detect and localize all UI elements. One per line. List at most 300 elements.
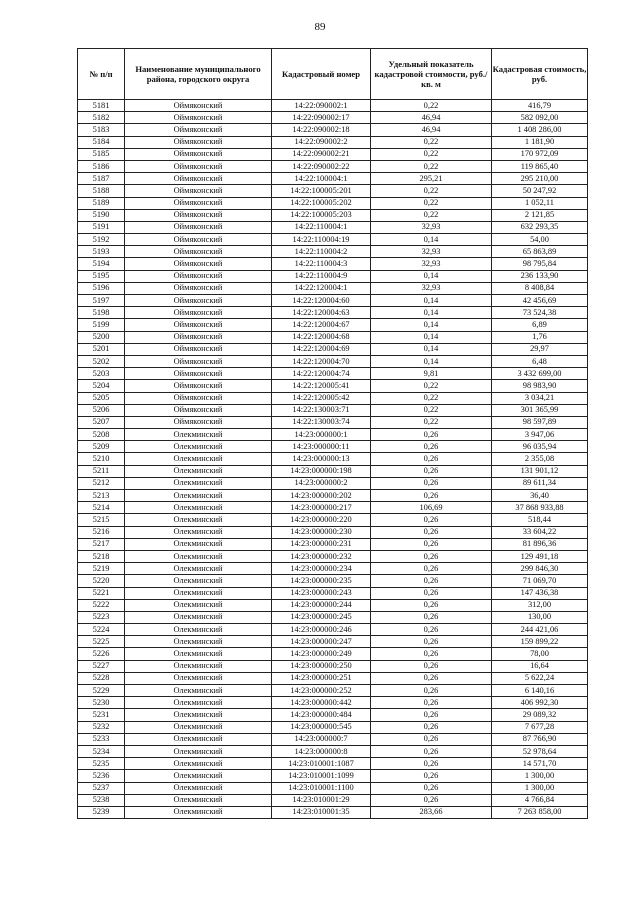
cell-cadastral-value: 78,00: [492, 648, 588, 660]
table-row: [78, 453, 588, 465]
cell-district: Олекминский: [125, 733, 272, 745]
cell-number: 5230: [78, 697, 125, 709]
cell-number: 5203: [78, 368, 125, 380]
table-row: [78, 234, 588, 246]
cell-number: 5231: [78, 709, 125, 721]
cell-specific-value: 0,26: [371, 441, 492, 453]
cell-cadastral-value: 1,76: [492, 331, 588, 343]
cell-specific-value: 0,26: [371, 721, 492, 733]
table-row: [78, 806, 588, 818]
cell-specific-value: 0,22: [371, 380, 492, 392]
cell-district: Оймяконский: [125, 148, 272, 160]
cell-cadastral-number: 14:22:100005:201: [272, 185, 371, 197]
cell-cadastral-number: 14:23:010001:1099: [272, 770, 371, 782]
cell-specific-value: 0,26: [371, 745, 492, 757]
cell-cadastral-number: 14:22:090002:1: [272, 100, 371, 112]
cell-specific-value: 0,26: [371, 709, 492, 721]
table-row: [78, 514, 588, 526]
cell-cadastral-value: 7 263 858,00: [492, 806, 588, 818]
cell-specific-value: 0,26: [371, 697, 492, 709]
table-row: [78, 660, 588, 672]
table-row: [78, 148, 588, 160]
cell-cadastral-number: 14:23:000000:234: [272, 563, 371, 575]
cell-cadastral-number: 14:23:000000:251: [272, 672, 371, 684]
cell-district: Олекминский: [125, 794, 272, 806]
cell-district: Олекминский: [125, 758, 272, 770]
header-cadastral-value: Кадастровая стоимость, руб.: [492, 49, 588, 100]
table-row: [78, 685, 588, 697]
cell-cadastral-value: 147 436,38: [492, 587, 588, 599]
cell-number: 5236: [78, 770, 125, 782]
cell-cadastral-value: 299 846,30: [492, 563, 588, 575]
cell-cadastral-number: 14:22:120004:63: [272, 307, 371, 319]
cell-cadastral-value: 301 365,99: [492, 404, 588, 416]
cell-district: Оймяконский: [125, 331, 272, 343]
cell-cadastral-value: 16,64: [492, 660, 588, 672]
cell-number: 5199: [78, 319, 125, 331]
cell-specific-value: 0,14: [371, 307, 492, 319]
cell-number: 5181: [78, 100, 125, 112]
cell-district: Олекминский: [125, 806, 272, 818]
cell-cadastral-value: 244 421,06: [492, 624, 588, 636]
cell-cadastral-value: 406 992,30: [492, 697, 588, 709]
table-row: [78, 270, 588, 282]
cell-cadastral-number: 14:22:090002:18: [272, 124, 371, 136]
cell-cadastral-value: 119 865,40: [492, 160, 588, 172]
cell-number: 5188: [78, 185, 125, 197]
cell-cadastral-number: 14:22:120004:67: [272, 319, 371, 331]
table-row: [78, 258, 588, 270]
table-row: [78, 563, 588, 575]
cell-district: Олекминский: [125, 563, 272, 575]
cell-cadastral-value: 170 972,09: [492, 148, 588, 160]
cell-specific-value: 0,26: [371, 453, 492, 465]
table-row: [78, 124, 588, 136]
page-number: 89: [314, 21, 326, 33]
cell-number: 5234: [78, 745, 125, 757]
cell-specific-value: 0,26: [371, 782, 492, 794]
cell-number: 5189: [78, 197, 125, 209]
cell-cadastral-value: 29 089,32: [492, 709, 588, 721]
cell-number: 5224: [78, 624, 125, 636]
cell-district: Олекминский: [125, 721, 272, 733]
cell-cadastral-value: 3 034,21: [492, 392, 588, 404]
cell-number: 5214: [78, 502, 125, 514]
cell-cadastral-number: 14:23:010001:1100: [272, 782, 371, 794]
cell-number: 5233: [78, 733, 125, 745]
cell-cadastral-value: 6,48: [492, 355, 588, 367]
cell-district: Олекминский: [125, 490, 272, 502]
cell-cadastral-number: 14:23:000000:217: [272, 502, 371, 514]
cell-number: 5197: [78, 295, 125, 307]
cell-district: Оймяконский: [125, 246, 272, 258]
cell-district: Оймяконский: [125, 221, 272, 233]
cell-cadastral-value: 4 766,84: [492, 794, 588, 806]
cell-specific-value: 0,26: [371, 624, 492, 636]
header-cadastral-number: Кадастровый номер: [272, 49, 371, 100]
cell-cadastral-number: 14:22:090002:2: [272, 136, 371, 148]
cell-district: Оймяконский: [125, 295, 272, 307]
cell-cadastral-number: 14:22:110004:2: [272, 246, 371, 258]
table-row: [78, 295, 588, 307]
cell-cadastral-value: 2 121,85: [492, 209, 588, 221]
cell-district: Олекминский: [125, 648, 272, 660]
table-row: [78, 709, 588, 721]
cell-cadastral-value: 98 597,89: [492, 416, 588, 428]
cell-district: Олекминский: [125, 782, 272, 794]
table-row: [78, 794, 588, 806]
cell-specific-value: 0,22: [371, 416, 492, 428]
cell-cadastral-number: 14:23:000000:13: [272, 453, 371, 465]
cell-cadastral-value: 8 408,84: [492, 282, 588, 294]
cell-district: Олекминский: [125, 538, 272, 550]
table-row: [78, 441, 588, 453]
cell-cadastral-number: 14:23:000000:244: [272, 599, 371, 611]
cell-specific-value: 0,14: [371, 295, 492, 307]
cell-district: Оймяконский: [125, 100, 272, 112]
header-district: Наименование муниципального района, городского округа: [125, 49, 272, 100]
cell-cadastral-number: 14:22:090002:17: [272, 112, 371, 124]
table-row: [78, 538, 588, 550]
table-row: [78, 221, 588, 233]
cell-cadastral-value: 6 140,16: [492, 685, 588, 697]
cell-cadastral-value: 2 355,08: [492, 453, 588, 465]
cell-number: 5202: [78, 355, 125, 367]
cell-specific-value: 0,22: [371, 185, 492, 197]
cell-district: Олекминский: [125, 477, 272, 489]
cell-number: 5218: [78, 550, 125, 562]
cell-cadastral-value: 96 035,94: [492, 441, 588, 453]
cell-cadastral-value: 1 300,00: [492, 770, 588, 782]
cell-cadastral-value: 50 247,92: [492, 185, 588, 197]
cell-district: Олекминский: [125, 697, 272, 709]
table-row: [78, 550, 588, 562]
cell-number: 5239: [78, 806, 125, 818]
cell-district: Олекминский: [125, 660, 272, 672]
cell-number: 5201: [78, 343, 125, 355]
cell-cadastral-value: 1 181,90: [492, 136, 588, 148]
cell-number: 5212: [78, 477, 125, 489]
cell-specific-value: 0,22: [371, 209, 492, 221]
table-row: [78, 185, 588, 197]
cell-number: 5232: [78, 721, 125, 733]
cell-specific-value: 283,66: [371, 806, 492, 818]
table-row: [78, 697, 588, 709]
cell-number: 5228: [78, 672, 125, 684]
cell-number: 5207: [78, 416, 125, 428]
cell-cadastral-number: 14:23:000000:245: [272, 611, 371, 623]
table-row: [78, 465, 588, 477]
cell-number: 5190: [78, 209, 125, 221]
cell-specific-value: 0,26: [371, 538, 492, 550]
cell-number: 5216: [78, 526, 125, 538]
cell-district: Оймяконский: [125, 136, 272, 148]
cell-cadastral-value: 3 947,06: [492, 429, 588, 441]
cell-number: 5208: [78, 429, 125, 441]
cell-district: Олекминский: [125, 465, 272, 477]
cell-cadastral-value: 1 300,00: [492, 782, 588, 794]
cell-cadastral-number: 14:22:120004:69: [272, 343, 371, 355]
cell-cadastral-number: 14:23:000000:220: [272, 514, 371, 526]
cell-district: Оймяконский: [125, 270, 272, 282]
cell-number: 5215: [78, 514, 125, 526]
cell-cadastral-number: 14:23:010001:35: [272, 806, 371, 818]
cell-cadastral-value: 236 133,90: [492, 270, 588, 282]
cell-district: Олекминский: [125, 770, 272, 782]
cell-specific-value: 46,94: [371, 112, 492, 124]
cell-cadastral-value: 89 611,34: [492, 477, 588, 489]
cell-district: Оймяконский: [125, 368, 272, 380]
table-row: [78, 770, 588, 782]
table-row: [78, 490, 588, 502]
cell-specific-value: 32,93: [371, 221, 492, 233]
cell-specific-value: 0,26: [371, 563, 492, 575]
cell-cadastral-number: 14:23:000000:198: [272, 465, 371, 477]
cell-number: 5182: [78, 112, 125, 124]
cell-cadastral-number: 14:23:000000:2: [272, 477, 371, 489]
cell-cadastral-value: 129 491,18: [492, 550, 588, 562]
cell-cadastral-value: 29,97: [492, 343, 588, 355]
cell-district: Оймяконский: [125, 234, 272, 246]
table-row: [78, 173, 588, 185]
cell-specific-value: 0,26: [371, 587, 492, 599]
cell-number: 5185: [78, 148, 125, 160]
cell-specific-value: 0,22: [371, 197, 492, 209]
cell-cadastral-value: 42 456,69: [492, 295, 588, 307]
cell-number: 5235: [78, 758, 125, 770]
table-row: [78, 160, 588, 172]
cell-cadastral-value: 98 983,90: [492, 380, 588, 392]
cell-specific-value: 0,26: [371, 672, 492, 684]
cell-cadastral-value: 312,00: [492, 599, 588, 611]
cell-specific-value: 0,14: [371, 331, 492, 343]
cell-cadastral-number: 14:23:000000:11: [272, 441, 371, 453]
cell-cadastral-number: 14:22:100005:202: [272, 197, 371, 209]
cell-cadastral-number: 14:22:110004:3: [272, 258, 371, 270]
cell-specific-value: 295,21: [371, 173, 492, 185]
cell-district: Оймяконский: [125, 185, 272, 197]
cell-specific-value: 0,22: [371, 404, 492, 416]
cell-cadastral-value: 33 604,22: [492, 526, 588, 538]
cell-district: Оймяконский: [125, 173, 272, 185]
cell-cadastral-value: 130,00: [492, 611, 588, 623]
table-row: [78, 636, 588, 648]
cell-specific-value: 0,26: [371, 550, 492, 562]
cell-cadastral-value: 98 795,84: [492, 258, 588, 270]
cell-cadastral-value: 1 052,11: [492, 197, 588, 209]
cell-cadastral-number: 14:23:000000:243: [272, 587, 371, 599]
table-row: [78, 112, 588, 124]
cell-number: 5206: [78, 404, 125, 416]
cell-specific-value: 0,26: [371, 733, 492, 745]
cell-number: 5184: [78, 136, 125, 148]
cell-cadastral-number: 14:22:130003:71: [272, 404, 371, 416]
table-row: [78, 429, 588, 441]
cell-specific-value: 0,14: [371, 270, 492, 282]
cell-district: Оймяконский: [125, 258, 272, 270]
cell-specific-value: 0,14: [371, 319, 492, 331]
cell-number: 5217: [78, 538, 125, 550]
header-number: № п/п: [78, 49, 125, 100]
cell-cadastral-number: 14:23:010001:1087: [272, 758, 371, 770]
cell-district: Олекминский: [125, 514, 272, 526]
cell-district: Олекминский: [125, 587, 272, 599]
cell-number: 5192: [78, 234, 125, 246]
cell-cadastral-number: 14:23:010001:29: [272, 794, 371, 806]
table-row: [78, 526, 588, 538]
cell-cadastral-value: 71 069,70: [492, 575, 588, 587]
cell-cadastral-number: 14:23:000000:232: [272, 550, 371, 562]
cell-number: 5211: [78, 465, 125, 477]
table-row: [78, 197, 588, 209]
cell-district: Оймяконский: [125, 416, 272, 428]
cell-number: 5191: [78, 221, 125, 233]
table-row: [78, 477, 588, 489]
table-row: [78, 282, 588, 294]
cell-district: Олекминский: [125, 636, 272, 648]
cell-cadastral-number: 14:23:000000:230: [272, 526, 371, 538]
cell-number: 5227: [78, 660, 125, 672]
cell-cadastral-number: 14:22:120005:42: [272, 392, 371, 404]
table-row: [78, 355, 588, 367]
header-specific-value: Удельный показатель кадастровой стоимости, руб./кв. м: [371, 49, 492, 100]
cell-number: 5200: [78, 331, 125, 343]
cell-cadastral-number: 14:23:000000:1: [272, 429, 371, 441]
cell-cadastral-number: 14:22:120004:60: [272, 295, 371, 307]
cell-number: 5198: [78, 307, 125, 319]
cell-cadastral-value: 87 766,90: [492, 733, 588, 745]
cell-district: Оймяконский: [125, 404, 272, 416]
cell-district: Олекминский: [125, 441, 272, 453]
cell-number: 5204: [78, 380, 125, 392]
cell-number: 5219: [78, 563, 125, 575]
table-row: [78, 368, 588, 380]
cell-cadastral-number: 14:22:120005:41: [272, 380, 371, 392]
cell-number: 5222: [78, 599, 125, 611]
cell-cadastral-number: 14:22:130003:74: [272, 416, 371, 428]
table-row: [78, 392, 588, 404]
cell-cadastral-number: 14:22:090002:22: [272, 160, 371, 172]
cell-specific-value: 0,26: [371, 526, 492, 538]
cell-cadastral-number: 14:23:000000:484: [272, 709, 371, 721]
cell-specific-value: 0,26: [371, 465, 492, 477]
table-row: [78, 611, 588, 623]
table-row: [78, 575, 588, 587]
table-header: [78, 49, 588, 100]
cell-specific-value: 0,26: [371, 660, 492, 672]
cell-cadastral-number: 14:22:100005:203: [272, 209, 371, 221]
cell-specific-value: 0,26: [371, 685, 492, 697]
table-row: [78, 745, 588, 757]
cell-number: 5183: [78, 124, 125, 136]
cell-district: Оймяконский: [125, 307, 272, 319]
cell-district: Оймяконский: [125, 319, 272, 331]
table-row: [78, 209, 588, 221]
table-row: [78, 587, 588, 599]
cell-district: Оймяконский: [125, 355, 272, 367]
cell-district: Оймяконский: [125, 282, 272, 294]
cell-specific-value: 0,26: [371, 429, 492, 441]
cell-district: Олекминский: [125, 672, 272, 684]
table-row: [78, 380, 588, 392]
cell-district: Олекминский: [125, 575, 272, 587]
cell-number: 5238: [78, 794, 125, 806]
cell-number: 5196: [78, 282, 125, 294]
table-row: [78, 624, 588, 636]
cell-specific-value: 46,94: [371, 124, 492, 136]
cell-district: Олекминский: [125, 502, 272, 514]
cell-district: Оймяконский: [125, 112, 272, 124]
cell-number: 5187: [78, 173, 125, 185]
cell-cadastral-number: 14:23:000000:235: [272, 575, 371, 587]
cell-cadastral-value: 65 863,89: [492, 246, 588, 258]
cell-district: Олекминский: [125, 526, 272, 538]
cell-district: Олекминский: [125, 685, 272, 697]
cell-district: Олекминский: [125, 611, 272, 623]
cell-number: 5221: [78, 587, 125, 599]
cell-cadastral-value: 52 978,64: [492, 745, 588, 757]
cell-cadastral-number: 14:23:000000:252: [272, 685, 371, 697]
cell-specific-value: 0,14: [371, 355, 492, 367]
table-row: [78, 599, 588, 611]
cell-specific-value: 0,14: [371, 343, 492, 355]
cell-cadastral-value: 1 408 286,00: [492, 124, 588, 136]
cell-cadastral-value: 159 899,22: [492, 636, 588, 648]
cell-specific-value: 0,22: [371, 100, 492, 112]
table-row: [78, 307, 588, 319]
table-row: [78, 343, 588, 355]
table-row: [78, 733, 588, 745]
cell-district: Олекминский: [125, 453, 272, 465]
cell-district: Олекминский: [125, 429, 272, 441]
cell-specific-value: 0,14: [371, 234, 492, 246]
cell-district: Олекминский: [125, 624, 272, 636]
table-row: [78, 136, 588, 148]
cell-number: 5226: [78, 648, 125, 660]
table-row: [78, 672, 588, 684]
cell-cadastral-value: 295 210,00: [492, 173, 588, 185]
table-row: [78, 331, 588, 343]
cell-specific-value: 0,26: [371, 477, 492, 489]
cell-cadastral-value: 131 901,12: [492, 465, 588, 477]
cell-specific-value: 32,93: [371, 282, 492, 294]
cell-number: 5220: [78, 575, 125, 587]
cell-specific-value: 0,22: [371, 392, 492, 404]
cell-specific-value: 9,81: [371, 368, 492, 380]
table-row: [78, 319, 588, 331]
cell-specific-value: 0,26: [371, 575, 492, 587]
cell-cadastral-number: 14:23:000000:246: [272, 624, 371, 636]
table-row: [78, 502, 588, 514]
cell-number: 5229: [78, 685, 125, 697]
cell-number: 5194: [78, 258, 125, 270]
cell-number: 5205: [78, 392, 125, 404]
cell-specific-value: 0,26: [371, 599, 492, 611]
cell-cadastral-number: 14:23:000000:231: [272, 538, 371, 550]
cell-specific-value: 0,26: [371, 770, 492, 782]
cadastral-value-table: [77, 48, 588, 819]
cell-specific-value: 0,26: [371, 514, 492, 526]
cell-cadastral-value: 518,44: [492, 514, 588, 526]
cell-cadastral-value: 73 524,38: [492, 307, 588, 319]
cell-number: 5223: [78, 611, 125, 623]
cell-number: 5225: [78, 636, 125, 648]
cell-number: 5209: [78, 441, 125, 453]
cell-cadastral-value: 3 432 699,00: [492, 368, 588, 380]
cell-district: Олекминский: [125, 709, 272, 721]
cell-cadastral-number: 14:22:090002:21: [272, 148, 371, 160]
cell-cadastral-number: 14:22:110004:1: [272, 221, 371, 233]
